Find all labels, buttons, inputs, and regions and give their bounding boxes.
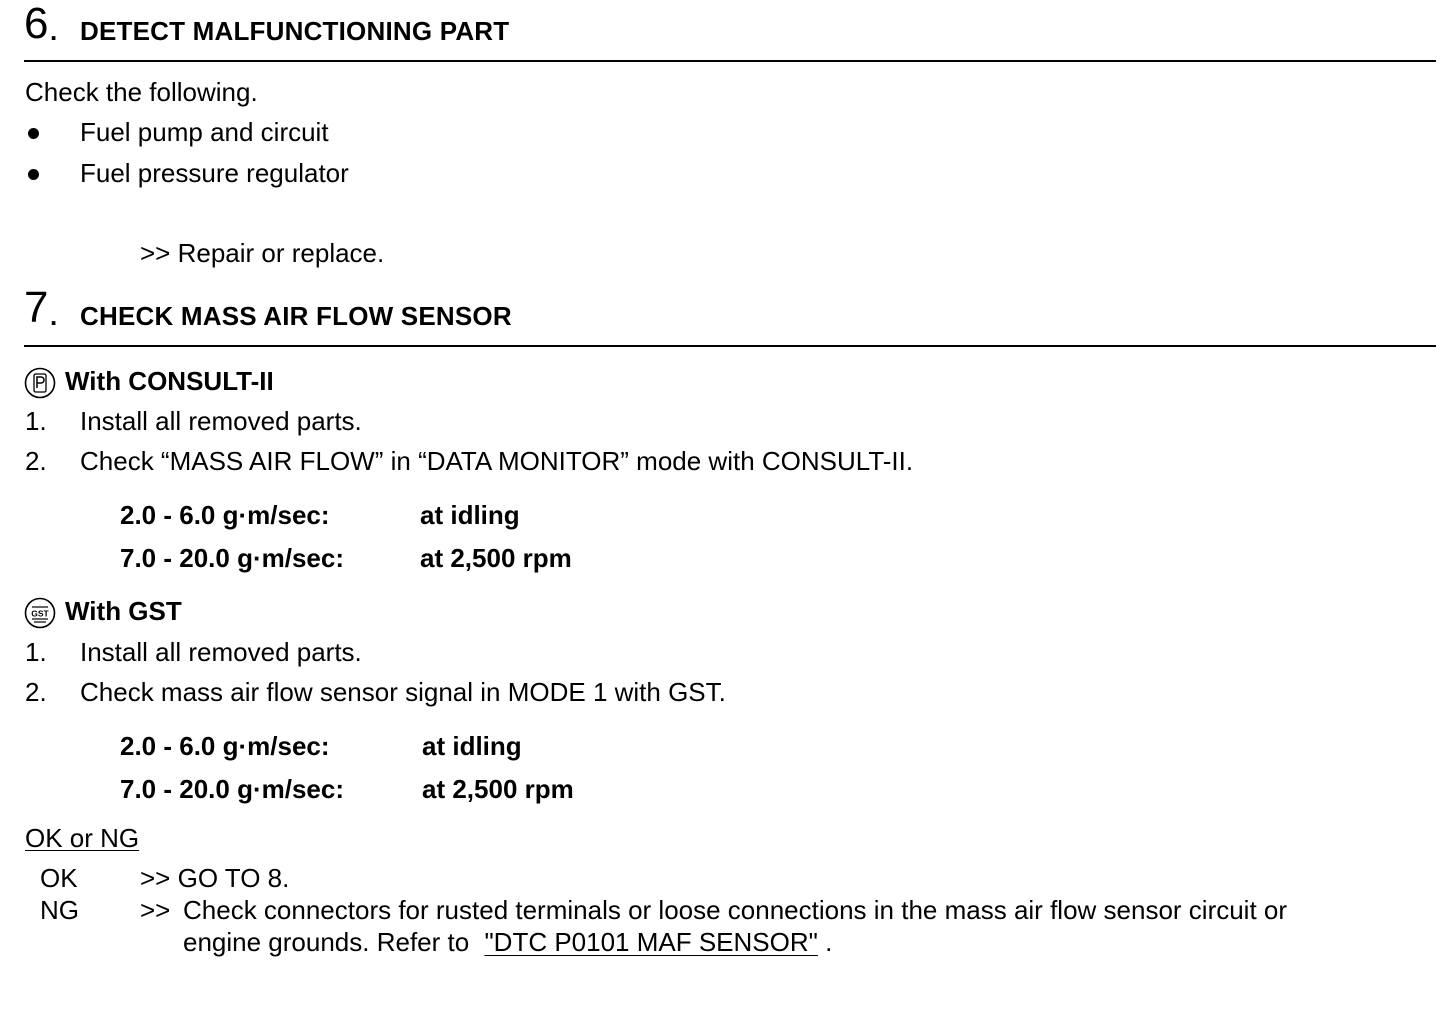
step-7-title: CHECK MASS AIR FLOW SENSOR [80,301,512,331]
consult-step-number: 1. [25,406,47,436]
bullet-icon [28,169,39,180]
ng-result-suffix: . [825,927,833,957]
step-6-title: DETECT MALFUNCTIONING PART [80,16,510,46]
gst-step-text: Check mass air flow sensor signal in MODE 1 with GST. [80,677,726,707]
step-6-result: >> Repair or replace. [140,238,385,268]
consult-spec-condition: at idling [420,500,520,530]
gst-spec-value: 7.0 - 20.0 g·m/sec: [120,774,344,804]
step-7-dot: . [50,301,58,331]
step-7-divider [24,345,1436,347]
bullet-icon [28,128,39,139]
consult-heading: With CONSULT-II [65,366,274,396]
consult-spec-value: 7.0 - 20.0 g·m/sec: [120,543,344,573]
step-6-intro: Check the following. [25,77,258,107]
step-6-item: Fuel pressure regulator [80,158,349,188]
ng-result-prefix: engine grounds. Refer to [183,927,470,957]
gst-icon-label: GST [31,608,49,619]
step-7-number: 7 [24,283,49,332]
dtc-p0101-link[interactable]: "DTC P0101 MAF SENSOR" [484,927,818,957]
consult-step-text: Install all removed parts. [80,406,362,436]
ng-key: NG [40,895,79,925]
gst-step-number: 1. [25,637,47,667]
consult-spec-value: 2.0 - 6.0 g·m/sec: [120,500,330,530]
ng-result-line-2 [183,927,832,957]
consult-ii-icon [24,367,56,399]
ok-result: >> GO TO 8. [140,863,290,893]
consult-step-number: 2. [25,446,47,476]
consult-spec-condition: at 2,500 rpm [420,543,572,573]
step-6-dot: . [50,16,58,46]
gst-icon [24,597,56,629]
gst-spec-condition: at idling [422,731,522,761]
gst-heading: With GST [65,596,182,626]
judgement-label: OK or NG [25,823,140,853]
gst-step-text: Install all removed parts. [80,637,362,667]
ng-result-line-1: Check connectors for rusted terminals or loose connections in the mass air flow sensor circuit or [183,895,1288,925]
ok-key: OK [40,863,78,893]
consult-step-text: Check “MASS AIR FLOW” in “DATA MONITOR” mode with CONSULT-II. [80,446,914,476]
step-6-number: 6 [24,0,49,48]
gst-spec-condition: at 2,500 rpm [422,774,574,804]
ng-arrow: >> [140,895,171,925]
gst-step-number: 2. [25,677,47,707]
gst-spec-value: 2.0 - 6.0 g·m/sec: [120,731,330,761]
step-6-divider [24,60,1436,62]
step-6-item: Fuel pump and circuit [80,117,329,147]
